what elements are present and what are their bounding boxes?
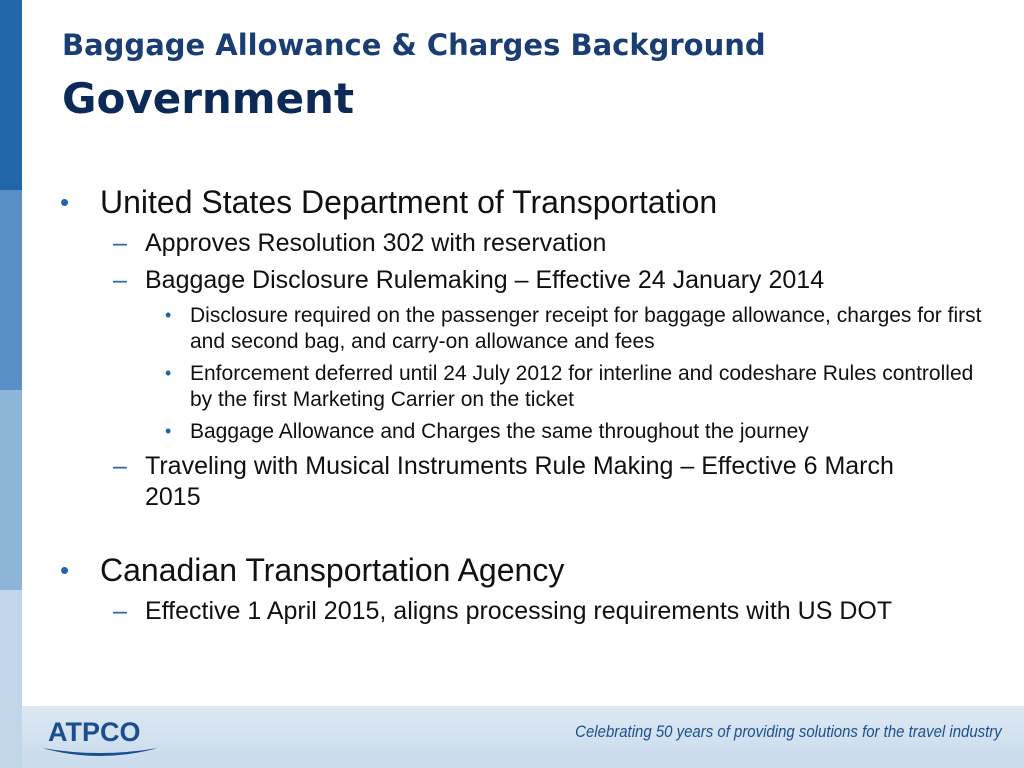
dash-marker: –: [113, 229, 127, 257]
sub-sub-bullet-text: Baggage Allowance and Charges the same throughout the journey: [190, 420, 809, 443]
sub-sub-bullet-text: Disclosure required on the passenger receipt for baggage allowance, charges for first and second bag, and carry-on allowance and fees: [190, 304, 982, 353]
sub-bullet-text: Approves Resolution 302 with reservation: [145, 229, 607, 257]
dash-marker: –: [113, 452, 127, 480]
bullet-marker: •: [60, 187, 70, 217]
sub-bullet-item: [113, 265, 965, 296]
dash-marker: –: [113, 597, 127, 625]
sub-sub-bullet-item: [165, 361, 1000, 413]
bullet-item: [60, 552, 565, 588]
bullet-marker: •: [165, 305, 172, 325]
sub-bullet-item: [113, 228, 965, 259]
sub-sub-bullet-item: [165, 419, 1000, 445]
bullet-marker: •: [165, 363, 172, 383]
dash-marker: –: [113, 266, 127, 294]
slide-subtitle: Government: [62, 74, 355, 123]
sub-bullet-text: Effective 1 April 2015, aligns processing requirements with US DOT: [145, 597, 893, 625]
footer-band: [22, 706, 1024, 768]
bullet-text: United States Department of Transportation: [100, 184, 718, 220]
bullet-item: [60, 184, 718, 220]
bullet-text: Canadian Transportation Agency: [100, 552, 565, 588]
logo-text: ATPCO: [48, 717, 141, 747]
bullet-marker: •: [165, 421, 172, 441]
footer-tagline: Celebrating 50 years of providing solutions for the travel industry: [575, 722, 1002, 741]
slide-title: Baggage Allowance & Charges Background: [62, 28, 766, 62]
sub-bullet-text: Baggage Disclosure Rulemaking – Effective 24 January 2014: [145, 266, 825, 294]
sub-bullet-item: [113, 596, 945, 627]
bullet-marker: •: [60, 555, 70, 585]
atpco-logo: [40, 714, 160, 764]
sub-sub-bullet-text: Enforcement deferred until 24 July 2012 for interline and codeshare Rules controlled by the first Marketing Carrier on the ticket: [190, 362, 974, 411]
sub-bullet-text: Traveling with Musical Instruments Rule Making – Effective 6 March 2015: [145, 452, 894, 511]
sub-sub-bullet-item: [165, 303, 1000, 355]
sub-bullet-item: [113, 451, 935, 513]
logo-swoosh-icon: [40, 742, 160, 762]
